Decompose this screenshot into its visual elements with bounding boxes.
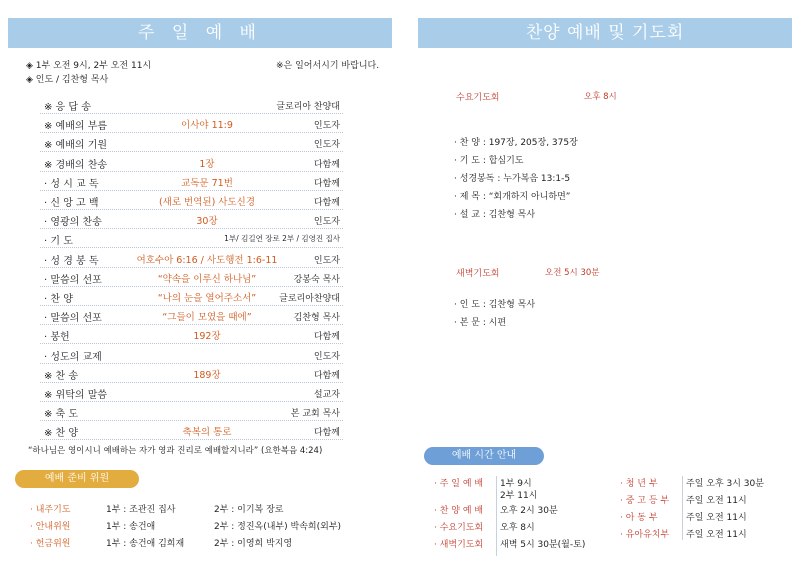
order-label: · 기 도 [44,236,73,248]
order-leader: 인도자 [313,121,340,132]
order-label: · 찬 양 [44,294,73,305]
order-label: ※ 응 답 송 [44,102,91,113]
schedule-value: 주일 오전 11시 [686,530,747,540]
order-label: ※ 찬 양 [44,428,79,440]
order-label: ※ 예배의 기원 [44,140,108,152]
order-detail: 192장 [193,331,221,343]
standing-note: ※은 일어서시기 바랍니다. [276,61,380,71]
schedule-divider-right [682,476,683,540]
order-label: ※ 위탁의 말씀 [44,390,108,401]
order-detail: 189장 [193,369,221,381]
order-row [40,211,343,229]
schedule-value: 주일 오후 3시 30분 [686,479,764,489]
schedule-value: 새벽 5시 30분(월-토) [500,540,586,550]
schedule-label: · 주 일 예 배 [434,479,484,489]
committee-role: · 내주기도 [30,505,71,515]
committee-part1: 1부 : 송건애 김희재 [106,539,185,549]
service-times: ◈ 1부 오전 9시, 2부 오전 11시 [26,61,152,71]
schedule-value: 2부 11시 [500,491,538,501]
committee-part2: 2부 : 정진옥(내부) 박속희(외부) [214,522,342,532]
order-label: · 봉헌 [44,332,70,344]
order-detail: 교독문 71번 [181,177,233,189]
schedule-label: · 청 년 부 [620,479,658,489]
order-row [40,250,343,268]
order-leader: 강봉숙 목사 [293,274,340,285]
dawn-item: · 본 문 : 시편 [454,318,507,328]
schedule-label: · 수요기도회 [434,523,484,533]
order-detail: 30장 [196,216,218,228]
order-row [40,173,343,191]
order-label: · 성도의 교제 [44,351,102,363]
order-row [40,134,343,152]
order-row [40,346,343,364]
schedule-value: 주일 오전 11시 [686,513,747,523]
order-label: ※ 축 도 [44,409,79,421]
order-leader: 1부/ 김길연 장로 2부 / 김영진 집사 [224,234,340,244]
order-leader: 설교자 [313,390,340,400]
committee-role: · 안내위원 [30,522,71,532]
schedule-divider-left [496,476,497,556]
wed-item: · 찬 양 : 197장, 205장, 375장 [454,138,578,148]
order-row [40,307,343,325]
order-row [40,422,343,440]
wed-item: · 설 교 : 김찬형 목사 [454,210,536,220]
order-row [40,230,343,248]
schedule-label: · 찬 양 예 배 [434,506,484,516]
order-detail: (새로 번역된) 사도신경 [158,197,256,208]
schedule-title: 예배 시간 안내 [424,447,544,465]
scripture-quote: “하나님은 영이시니 예배하는 자가 영과 진리로 예배할지니라” (요한복음 4:24) [28,446,323,456]
schedule-value: 1부 9시 [500,479,532,489]
order-detail: 축복의 통로 [182,427,232,439]
order-leader: 인도자 [313,255,340,266]
order-leader: 다함께 [313,428,340,439]
order-row [40,365,343,383]
wed-item: · 성경봉독 : 누가복음 13:1-5 [454,174,571,184]
committee-title: 예배 준비 위원 [15,470,139,488]
schedule-label: · 새벽기도회 [434,540,484,550]
order-label: · 신 앙 고 백 [44,198,99,209]
order-row [40,154,343,172]
order-leader: 글로리아찬양대 [279,294,340,304]
wed-prayer-title: 수요기도회 [456,93,500,103]
wed-item: · 기 도 : 합심기도 [454,156,524,166]
order-leader: 본 교회 목사 [290,409,340,420]
order-label: · 영광의 찬송 [44,217,102,229]
order-leader: 인도자 [313,217,340,228]
order-leader: 인도자 [313,351,340,362]
schedule-value: 주일 오전 11시 [686,496,747,506]
dawn-item: · 인 도 : 김찬형 목사 [454,300,536,310]
committee-part2: 2부 : 이영희 박지영 [214,539,293,549]
order-row [40,288,343,306]
order-detail: 이사야 11:9 [181,120,233,132]
order-label: ※ 예배의 부름 [44,121,108,133]
order-label: ※ 찬 송 [44,370,79,382]
committee-role: · 헌금위원 [30,539,71,549]
order-leader: 인도자 [313,140,340,151]
order-row [40,96,343,114]
order-leader: 김찬형 목사 [293,313,340,324]
order-row [40,269,343,287]
order-detail: 여호수아 6:16 / 사도행전 1:6-11 [136,254,278,266]
order-label: · 말씀의 선포 [44,313,102,325]
committee-part1: 1부 : 송건애 [106,522,156,532]
order-leader: 다함께 [313,159,340,170]
dawn-prayer-time: 오전 5시 30분 [545,268,600,278]
order-detail: “나의 눈을 열어주소서” [157,293,257,304]
order-leader: 다함께 [313,370,340,381]
order-row [40,115,343,133]
wed-item: · 제 목 : “회개하지 아니하면” [454,192,571,202]
schedule-label: · 아 동 부 [620,513,658,523]
dawn-prayer-title: 새벽기도회 [456,269,500,279]
order-row [40,384,343,402]
order-label: · 성 경 봉 독 [44,255,99,267]
order-detail: 1장 [199,158,215,170]
worship-banner: 주 일 예 배 [8,18,392,48]
schedule-value: 오후 8시 [500,523,535,533]
schedule-label: · 유아유치부 [620,530,670,540]
order-label: ※ 경배의 찬송 [44,159,108,171]
order-leader: 다함께 [313,332,340,343]
schedule-label: · 중 고 등 부 [620,496,670,506]
leader-line: ◈ 인도 / 김찬형 목사 [26,75,109,85]
order-leader: 다함께 [313,198,340,208]
wed-prayer-time: 오후 8시 [584,92,617,102]
order-row [40,403,343,421]
order-detail: “그들이 모였을 때에” [162,312,252,324]
order-detail: “약속을 이루신 하나님” [157,273,257,285]
order-leader: 글로리아 찬양대 [276,102,340,112]
order-row [40,326,343,344]
committee-part1: 1부 : 조관진 집사 [106,505,176,515]
order-row [40,192,343,210]
order-label: · 말씀의 선포 [44,274,102,286]
committee-part2: 2부 : 이기복 장로 [214,505,284,515]
praise-banner: 찬양 예배 및 기도회 [418,18,792,48]
order-leader: 다함께 [313,178,340,189]
schedule-value: 오후 2시 30분 [500,506,558,516]
order-label: · 성 시 교 독 [44,178,99,190]
